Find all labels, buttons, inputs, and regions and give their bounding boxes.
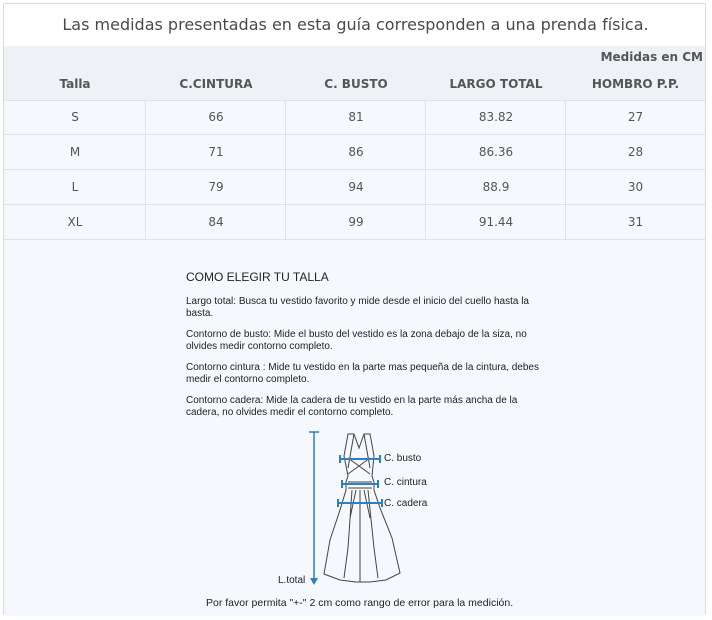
cell-hombro: 30	[627, 180, 644, 194]
page-title: Las medidas presentadas en esta guía corresponden a una prenda física.	[62, 15, 649, 34]
cell-talla: XL	[67, 215, 83, 229]
guide-paragraph-cintura: Contorno cintura : Mide tu vestido en la parte mas pequeña de la cintura, debes medir el contorno completo.	[186, 362, 539, 385]
table-row	[4, 170, 705, 204]
cell-busto: 86	[348, 145, 364, 159]
cell-largo-total: 83.82	[478, 110, 514, 124]
cell-largo-total: 88.9	[482, 180, 510, 194]
label-cadera: C. cadera	[384, 498, 428, 509]
guide-paragraph-cadera: Contorno cadera: Mide la cadera de tu vestido en la parte más ancha de la cadera, no olvides medir el contorno completo.	[186, 395, 518, 418]
cell-busto: 99	[348, 215, 364, 229]
header-cintura: C.CINTURA	[179, 77, 253, 91]
label-largo-total: L.total	[278, 575, 306, 586]
cell-hombro: 28	[627, 145, 644, 159]
cell-busto: 94	[348, 180, 364, 194]
guide-paragraph-busto: Contorno de busto: Mide el busto del vestido es la zona debajo de la siza, no olvides medir contorno completo.	[186, 329, 527, 352]
row-divider	[4, 204, 705, 205]
cell-hombro: 27	[627, 110, 644, 124]
cell-cintura: 66	[208, 110, 224, 124]
row-divider	[4, 134, 705, 135]
cell-talla: M	[69, 145, 81, 159]
label-busto: C. busto	[384, 453, 422, 464]
header-hombro: HOMBRO P.P.	[591, 77, 680, 91]
guide-paragraph-largo: Largo total: Busca tu vestido favorito y mide desde el inicio del cuello hasta la basta.	[186, 296, 529, 319]
column-divider	[565, 100, 566, 239]
cell-cintura: 71	[208, 145, 224, 159]
table-row	[4, 100, 705, 134]
cell-largo-total: 91.44	[478, 215, 514, 229]
column-divider	[145, 100, 146, 239]
row-divider	[4, 100, 705, 101]
cell-talla: S	[71, 110, 79, 124]
column-divider	[285, 100, 286, 239]
cell-hombro: 31	[627, 215, 644, 229]
unit-label: Medidas en CM	[600, 50, 703, 64]
table-row	[4, 205, 705, 239]
table-row	[4, 135, 705, 169]
header-talla: Talla	[59, 77, 91, 91]
size-guide-frame	[3, 3, 706, 615]
cell-cintura: 84	[208, 215, 224, 229]
row-divider	[4, 169, 705, 170]
cell-largo-total: 86.36	[478, 145, 514, 159]
cell-cintura: 79	[208, 180, 224, 194]
label-cintura: C. cintura	[384, 477, 427, 488]
header-busto: C. BUSTO	[324, 77, 388, 91]
cell-talla: L	[71, 180, 79, 194]
guide-heading: COMO ELEGIR TU TALLA	[186, 270, 329, 284]
column-divider	[425, 100, 426, 239]
length-arrow-head	[310, 578, 318, 585]
header-largo-total: LARGO TOTAL	[449, 77, 543, 91]
error-margin-note: Por favor permita "+-" 2 cm como rango de error para la medición.	[206, 597, 514, 609]
cell-busto: 81	[348, 110, 364, 124]
